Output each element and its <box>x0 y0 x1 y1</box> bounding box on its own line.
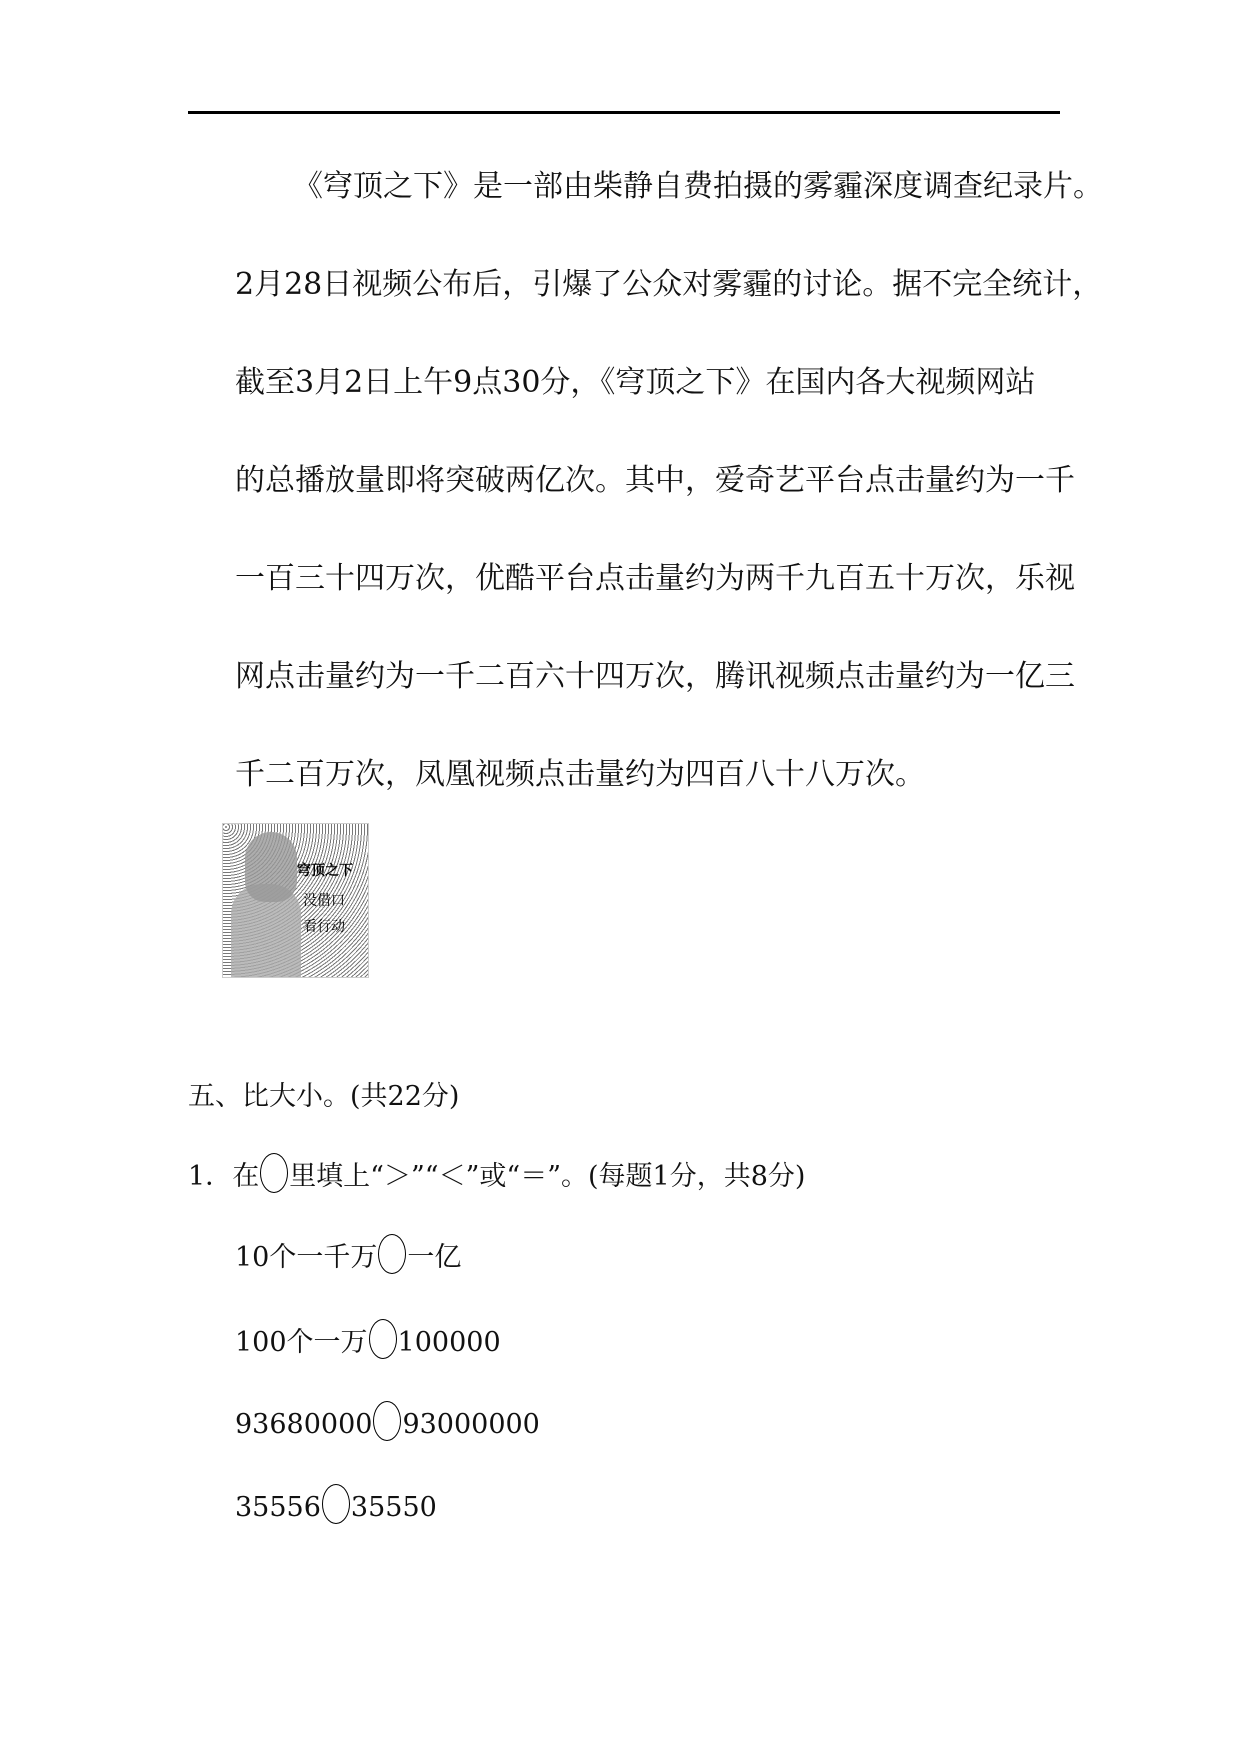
passage-line: 的总播放量即将突破两亿次。其中，爱奇艺平台点击量约为一千 <box>235 463 1075 498</box>
right-value: 93000000 <box>402 1409 540 1440</box>
left-value: 93680000 <box>235 1409 373 1440</box>
poster-line: 没借口 <box>303 893 345 909</box>
passage-line: 截至3月2日上午9点30分，《穹顶之下》在国内各大视频网站 <box>235 365 1036 400</box>
poster-line: 看行动 <box>303 919 345 935</box>
passage-line: 网点击量约为一千二百六十四万次，腾讯视频点击量约为一亿三 <box>235 659 1075 694</box>
answer-circle[interactable] <box>322 1484 350 1524</box>
question-number: 1． <box>188 1161 233 1192</box>
compare-item <box>235 1319 501 1359</box>
answer-circle[interactable] <box>378 1234 406 1274</box>
question-text: 里填上“＞”“＜”或“＝”。(每题1分，共8分) <box>289 1161 806 1192</box>
compare-item <box>235 1401 540 1441</box>
right-value: 100000 <box>397 1327 501 1358</box>
circle-symbol <box>260 1153 288 1193</box>
question-text: 在 <box>232 1161 260 1192</box>
left-value: 100个一万 <box>235 1327 368 1358</box>
answer-circle[interactable] <box>369 1319 397 1359</box>
passage <box>235 138 1103 824</box>
header-rule <box>188 111 1060 114</box>
left-value: 10个一千万 <box>235 1242 378 1273</box>
passage-line: 千二百万次，凤凰视频点击量约为四百八十八万次。 <box>235 757 925 792</box>
right-value: 35550 <box>350 1492 437 1523</box>
figure-head <box>245 832 297 902</box>
left-value: 35556 <box>235 1492 321 1523</box>
compare-item <box>235 1234 461 1274</box>
answer-circle[interactable] <box>373 1401 401 1441</box>
question-1 <box>188 1153 805 1193</box>
passage-line: 2月28日视频公布后，引爆了公众对雾霾的讨论。据不完全统计， <box>235 267 1103 302</box>
documentary-poster-image <box>222 823 369 978</box>
poster-title: 穹顶之下 <box>297 863 353 879</box>
right-value: 一亿 <box>407 1242 462 1273</box>
section-heading: 五、比大小。(共22分) <box>188 1081 460 1112</box>
passage-line: 《穹顶之下》是一部由柴静自费拍摄的雾霾深度调查纪录片。 <box>293 169 1103 204</box>
compare-item <box>235 1484 437 1524</box>
passage-line: 一百三十四万次，优酷平台点击量约为两千九百五十万次，乐视 <box>235 561 1075 596</box>
